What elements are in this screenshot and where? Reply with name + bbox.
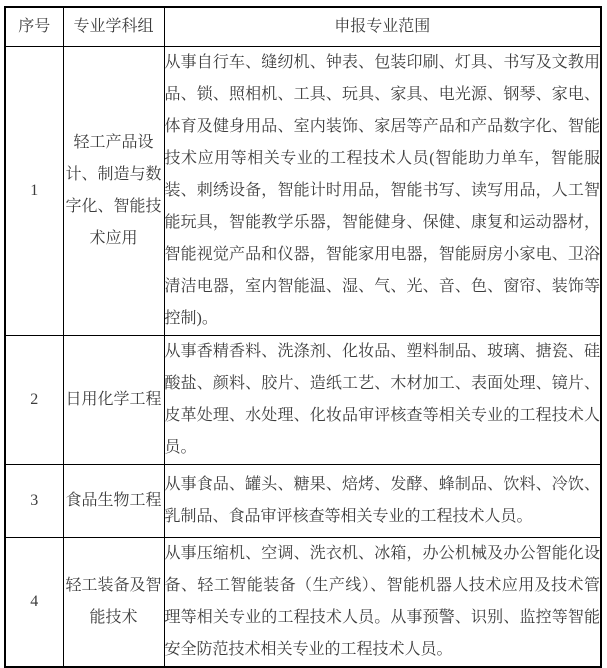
- scope-cell: 从事自行车、缝纫机、钟表、包装印刷、灯具、书写及文教用品、锁、照相机、工具、玩具、家具、电光源、钢琴、家电、体育及健身用品、室内装饰、家居等产品和产品数字化、智能技术应用等相关专业的工程技术人员(智能助力单车，智能服装、刺绣设备，智能计时用品，智能书写、读写用品，人工智能玩具，智能教学乐器，智能健身、保健、康复和运动器材，智能视觉产品和仪器，智能家用电器，智能厨房小家电、卫浴清洁电器，室内智能温、湿、气、光、音、色、窗帘、装饰等控制)。: [164, 47, 601, 336]
- header-serial-number: 序号: [5, 7, 63, 47]
- subject-group-cell: 轻工装备及智能技术: [63, 538, 164, 668]
- scope-cell: 从事食品、罐头、糖果、焙烤、发酵、蜂制品、饮料、冷饮、乳制品、食品审评核查等相关专业的工程技术人员。: [164, 465, 601, 538]
- table-row: [5, 47, 601, 336]
- table-row: [5, 336, 601, 465]
- row-number-cell: 1: [5, 47, 63, 336]
- row-number-cell: 3: [5, 465, 63, 538]
- table-header-row: [5, 7, 601, 47]
- header-application-scope: 申报专业范围: [164, 7, 601, 47]
- scope-cell: 从事香精香料、洗涤剂、化妆品、塑料制品、玻璃、搪瓷、硅酸盐、颜料、胶片、造纸工艺、木材加工、表面处理、镜片、皮革处理、水处理、化妆品审评核查等相关专业的工程技术人员。: [164, 336, 601, 465]
- scope-cell: 从事压缩机、空调、洗衣机、冰箱，办公机械及办公智能化设备、轻工智能装备（生产线）、智能机器人技术应用及技术管理等相关专业的工程技术人员。从事预警、识别、监控等智能安全防范技术相关专业的工程技术人员。: [164, 538, 601, 668]
- subject-group-cell: 轻工产品设计、制造与数字化、智能技术应用: [63, 47, 164, 336]
- header-subject-group: 专业学科组: [63, 7, 164, 47]
- row-number-cell: 4: [5, 538, 63, 668]
- row-number-cell: 2: [5, 336, 63, 465]
- professional-categories-table: [4, 6, 602, 668]
- subject-group-cell: 食品生物工程: [63, 465, 164, 538]
- table-row: [5, 538, 601, 668]
- table-row: [5, 465, 601, 538]
- subject-group-cell: 日用化学工程: [63, 336, 164, 465]
